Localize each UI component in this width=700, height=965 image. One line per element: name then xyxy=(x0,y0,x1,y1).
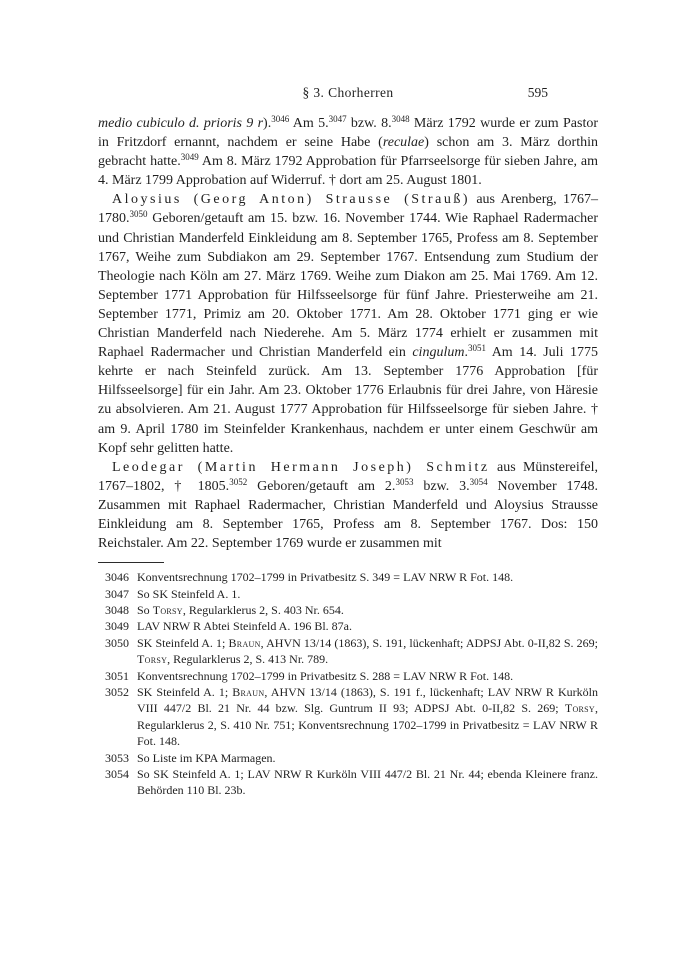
footnote-text xyxy=(137,668,598,684)
footnote-number: 3051 xyxy=(105,668,129,683)
text-segment: Torsy xyxy=(564,701,595,716)
text-segment: März 1792 wurde er zum Pastor in Fritzdorf ernannt, nachdem er seine Habe ( xyxy=(98,116,598,151)
footnote-ref: 3051 xyxy=(467,343,486,354)
main-text xyxy=(98,114,598,553)
text-segment: . xyxy=(464,345,468,361)
text-segment: So Liste im KPA Marmagen. xyxy=(137,750,276,765)
text-segment: Konventsrechnung 1702–1799 in Privatbesitz S. 288 = LAV NRW R Fot. 148. xyxy=(137,668,514,683)
text-segment: Aloysius (Georg Anton) Strausse (Strauß) xyxy=(112,192,470,208)
text-segment: SK Steinfeld A. 1; xyxy=(137,635,229,650)
text-segment: So SK Steinfeld A. 1; LAV NRW R Kurköln VIII 447/2 Bl. 21 Nr. 44; ebenda Kleinere franz. Behörden 110 Bl. 23b. xyxy=(137,767,598,798)
text-segment: Braun xyxy=(228,635,261,650)
text-segment: aus Arenberg, 1767–1780. xyxy=(98,192,599,227)
body-paragraph xyxy=(98,114,598,190)
text-segment: , Regularklerus 2, S. 410 Nr. 751; Konventsrechnung 1702–1799 in Privatbesitz = LAV NRW R Fot. 148. xyxy=(137,701,598,749)
text-segment: LAV NRW R Abtei Steinfeld A. 196 Bl. 87a. xyxy=(137,619,353,634)
text-segment: Am 5. xyxy=(289,116,329,131)
footnote-item xyxy=(98,684,598,750)
text-segment: SK Steinfeld A. 1; xyxy=(137,685,233,699)
text-segment: November 1748. Zusammen mit Raphael Radermacher, Christian Manderfeld und Aloysius Strausse Einkleidung am 8. September 1765, Profess am 8. September 1767. Dos: 150 Reichstaler. Am 22. September 1769 wurde er zusammen mit xyxy=(98,478,599,552)
footnote-text xyxy=(137,586,598,602)
footnote-number: 3048 xyxy=(105,602,129,617)
text-segment: Am 8. März 1792 Approbation für Pfarrseelsorge für sieben Jahre, am 4. März 1799 Approbation auf Widerruf. † dort am 25. August 1801. xyxy=(98,154,599,189)
footnote-item xyxy=(98,635,598,668)
text-segment: Torsy xyxy=(137,652,168,667)
text-segment: , AHVN 13/14 (1863), S. 191, lückenhaft; ADPSJ Abt. 0-II,82 S. 269; xyxy=(260,635,599,650)
footnote-number: 3047 xyxy=(105,586,129,601)
footnote-ref: 3047 xyxy=(328,114,347,124)
footnote-text xyxy=(137,635,598,668)
footnote-number: 3049 xyxy=(105,619,129,634)
text-segment: Leodegar (Martin Hermann Joseph) Schmitz xyxy=(112,459,490,475)
footnote-ref: 3046 xyxy=(271,114,290,124)
footnote-text xyxy=(137,569,598,585)
footnote-number: 3052 xyxy=(105,685,129,699)
text-segment: Geboren/getauft am 2. xyxy=(247,478,396,494)
footnotes-block xyxy=(98,569,598,799)
footnote-text xyxy=(137,766,598,799)
footnote-number: 3053 xyxy=(105,750,129,765)
footnote-number: 3054 xyxy=(105,767,129,782)
text-segment: , AHVN 13/14 (1863), S. 191 f., lückenhaft; LAV NRW R Kurköln VIII 447/2 Bl. 21 Nr. 44 bzw. Slg. Guntrum II 93; ADPSJ Abt. 0-II,82 S. 269; xyxy=(137,685,598,716)
footnote-item xyxy=(98,569,598,585)
text-segment: , Regularklerus 2, S. 413 Nr. 789. xyxy=(167,652,329,667)
footnote-item xyxy=(98,750,598,766)
text-segment: bzw. 8. xyxy=(346,116,392,131)
text-segment: bzw. 3. xyxy=(413,478,470,494)
text-segment: reculae xyxy=(382,135,425,151)
footnote-ref: 3050 xyxy=(129,209,148,220)
footnote-ref: 3049 xyxy=(180,152,199,163)
body-paragraph xyxy=(98,190,598,457)
footnote-ref: 3053 xyxy=(395,476,414,487)
text-segment: medio cubiculo d. prioris 9 r xyxy=(98,116,264,131)
text-segment: aus Münstereifel, 1767–1802, † 1805. xyxy=(98,459,598,494)
footnote-item xyxy=(98,586,598,602)
text-segment: So SK Steinfeld A. 1. xyxy=(137,586,241,601)
section-heading: § 3. Chorherren xyxy=(302,85,394,100)
text-segment: Geboren/getauft am 15. bzw. 16. November 1744. Wie Raphael Radermacher und Christian Manderfeld Einkleidung am 8. September 1765, Profess am 8. September 1767, Weihe zum Subdiakon am 29. September 1767. Entsendung zum Studium der Theologie nach Köln am 27. März 1769. Weihe zum Diakon am 25. Mai 1769. Am 12. September 1771 Approbation für Hilfsseelsorge für fünf Jahre. Priesterweihe am 21. September 1771, Primiz am 20. Oktober 1771. Am 28. Oktober 1771 ging er wie Christian Manderfeld nach Niederehe. Am 5. März 1774 erhielt er zusammen mit Raphael Radermacher und Christian Manderfeld ein xyxy=(98,211,598,361)
footnote-text xyxy=(137,684,598,750)
text-segment: ) schon am 3. März dorthin gebracht hatte. xyxy=(98,135,598,170)
footnote-ref: 3054 xyxy=(469,476,488,487)
text-segment: Am 14. Juli 1775 kehrte er nach Steinfeld zurück. Am 13. September 1776 Approbation [für Hilfsseelsorge] für ein Jahr. Am 23. Oktober 1776 Erlaubnis für drei Jahre, von Häresie zu absolvieren. Am 21. August 1777 Approbation für Hilfsseelsorge für sieben Jahre. † am 9. April 1780 im Steinfelder Krankenhaus, nachdem er unter einem Geschwür am Kopf sehr gelitten hatte. xyxy=(98,345,598,456)
footnote-text xyxy=(137,750,598,766)
running-head xyxy=(98,84,598,101)
footnote-text xyxy=(137,602,598,618)
text-segment: ). xyxy=(263,116,272,131)
text-segment: Torsy xyxy=(152,602,183,617)
text-segment: cingulum xyxy=(412,345,465,361)
footnote-item xyxy=(98,618,598,634)
text-segment: , Regularklerus 2, S. 403 Nr. 654. xyxy=(182,602,344,617)
footnote-item xyxy=(98,766,598,799)
footnote-text xyxy=(137,618,598,634)
page-number: 595 xyxy=(527,85,548,100)
text-segment: Konventsrechnung 1702–1799 in Privatbesitz S. 349 = LAV NRW R Fot. 148. xyxy=(137,570,514,585)
text-segment: Braun xyxy=(232,685,265,699)
footnote-number: 3046 xyxy=(105,570,129,585)
footnote-ref: 3052 xyxy=(229,476,248,487)
footnote-separator-rule xyxy=(98,562,164,563)
footnote-item xyxy=(98,668,598,684)
text-segment: So xyxy=(137,602,153,617)
footnote-number: 3050 xyxy=(105,635,129,650)
footnote-ref: 3048 xyxy=(391,114,410,124)
footnote-item xyxy=(98,602,598,618)
body-paragraph xyxy=(98,458,598,553)
